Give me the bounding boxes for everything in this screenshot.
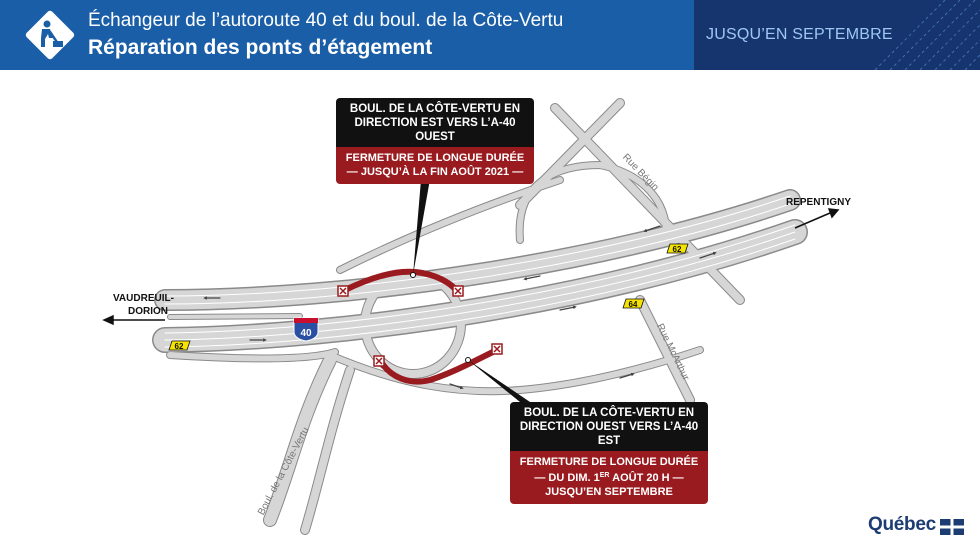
callout-east-closure [336,147,534,184]
destination-west-line2: DORION [128,306,168,317]
destination-east: REPENTIGNY [786,197,852,208]
callout-dot-west [466,358,471,363]
street-label-cote-vertu: Boul. de la Côte-Vertu [256,425,312,518]
callout-west-closure1: FERMETURE DE LONGUE DURÉE [519,456,699,468]
callout-west-date-b: AOÛT 20 H — [609,472,684,484]
callout-west-line2: DIRECTION OUEST VERS L’A-40 EST [519,421,699,447]
callout-west-line1: BOUL. DE LA CÔTE-VERTU EN [523,407,695,419]
callout-east-line1: BOUL. DE LA CÔTE-VERTU EN [349,103,521,115]
period-label: JUSQU’EN SEPTEMBRE [706,26,893,43]
callout-west-closure [510,451,708,504]
route-shield-64 [623,299,644,309]
callout-west-date-a: — DU DIM. 1 [534,472,600,484]
route-shield-62-west [169,341,190,351]
svg-text:64: 64 [628,300,638,309]
svg-text:62: 62 [174,342,184,351]
route-shield-a40 [294,318,318,341]
callout-east-line2: DIRECTION EST VERS L’A-40 OUEST [354,117,516,143]
callout-east-closure2: — JUSQU’À LA FIN AOÛT 2021 — [346,166,524,178]
callout-west-date-sup: ER [599,472,610,479]
callout-east-closure1: FERMETURE DE LONGUE DURÉE [345,152,525,164]
callout-pointer-west [468,360,530,402]
route-shield-62-east [667,244,688,254]
callout-dot-east [411,273,416,278]
header-subtitle: Échangeur de l’autoroute 40 et du boul. de la Côte-Vertu [88,10,564,31]
callout-west-closure2 [514,469,704,485]
callout-east-heading [336,98,534,147]
callout-pointer-east [413,168,432,275]
callout-west-closure3: JUSQU’EN SEPTEMBRE [545,486,673,498]
quebec-logo: Québec [868,514,936,535]
road-work-icon [20,5,80,65]
svg-text:40: 40 [300,328,312,339]
callout-west-heading [510,402,708,451]
page-title: Réparation des ponts d’étagement [88,36,433,59]
svg-text:62: 62 [672,245,682,254]
callout-eastbound-closure [336,98,534,184]
quebec-flag-icon [940,519,964,535]
destination-west-line1: VAUDREUIL- [113,293,174,304]
street-label-mcarthur: Rue McArthur [654,322,692,383]
street-label-begin: Rue Bégin [620,152,661,194]
callout-westbound-closure [510,402,708,504]
